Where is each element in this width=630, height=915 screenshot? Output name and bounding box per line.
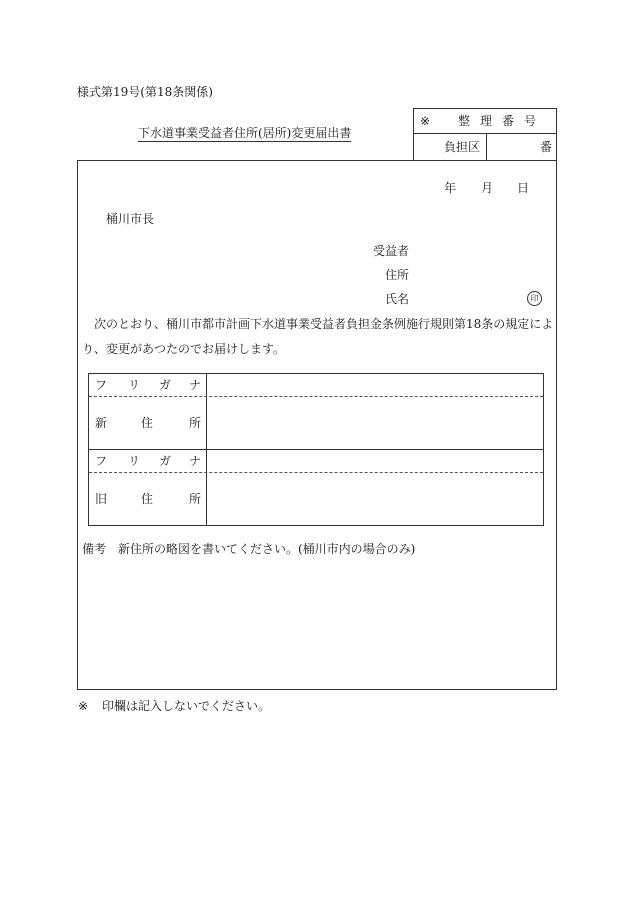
applicant-address-label: 住所 <box>385 268 410 282</box>
office-header-char: 号 <box>524 114 537 128</box>
new-address-label-char: 新 <box>95 416 108 430</box>
body-text-line-1: 次のとおり、桶川市都市計画下水道事業受益者負担金条例施行規則第18条の規定によ <box>94 317 554 331</box>
map-sketch-area[interactable] <box>80 562 554 686</box>
new-address-label-char: 住 <box>141 416 154 430</box>
applicant-role-label: 受益者 <box>373 244 410 258</box>
new-address-label-char: 所 <box>189 416 202 430</box>
applicant-name-label: 氏名 <box>385 292 410 306</box>
district-label: 負担区 <box>444 140 481 154</box>
new-furigana-label-char: ナ <box>189 378 202 392</box>
old-furigana-label-char: リ <box>128 454 141 468</box>
number-suffix: 番 <box>540 140 553 154</box>
new-address-field[interactable] <box>208 398 542 448</box>
footnote-text: 印欄は記入しないでください。 <box>102 699 271 713</box>
date-month-label: 月 <box>481 181 494 195</box>
addressee: 桶川市長 <box>106 212 155 226</box>
old-address-label-char: 所 <box>189 492 202 506</box>
old-furigana-label-char: ナ <box>189 454 202 468</box>
office-header-char: 理 <box>480 114 493 128</box>
footnote-mark: ※ <box>78 699 89 713</box>
office-use-mark: ※ <box>420 114 431 128</box>
old-furigana-label-char: フ <box>95 454 108 468</box>
old-furigana-field[interactable] <box>208 451 542 471</box>
old-address-label-char: 旧 <box>95 492 108 506</box>
old-address-field[interactable] <box>208 474 542 524</box>
date-year-label: 年 <box>444 181 457 195</box>
form-number: 様式第19号(第18条関係) <box>77 85 213 99</box>
old-furigana-label-char: ガ <box>159 454 172 468</box>
new-furigana-label-char: リ <box>128 378 141 392</box>
seal-mark: 印 <box>527 291 542 306</box>
remarks-text: 新住所の略図を書いてください。(桶川市内の場合のみ) <box>118 542 416 556</box>
new-furigana-label-char: ガ <box>159 378 172 392</box>
office-header-char: 番 <box>502 114 515 128</box>
office-header-char: 整 <box>458 114 471 128</box>
date-day-label: 日 <box>517 181 530 195</box>
form-title: 下水道事業受益者住所(居所)変更届出書 <box>138 126 352 140</box>
remarks-label: 備考 <box>82 542 107 556</box>
old-address-label-char: 住 <box>141 492 154 506</box>
new-furigana-label-char: フ <box>95 378 108 392</box>
body-text-line-2: り、変更があつたのでお届けします。 <box>82 342 286 356</box>
new-furigana-field[interactable] <box>208 375 542 395</box>
